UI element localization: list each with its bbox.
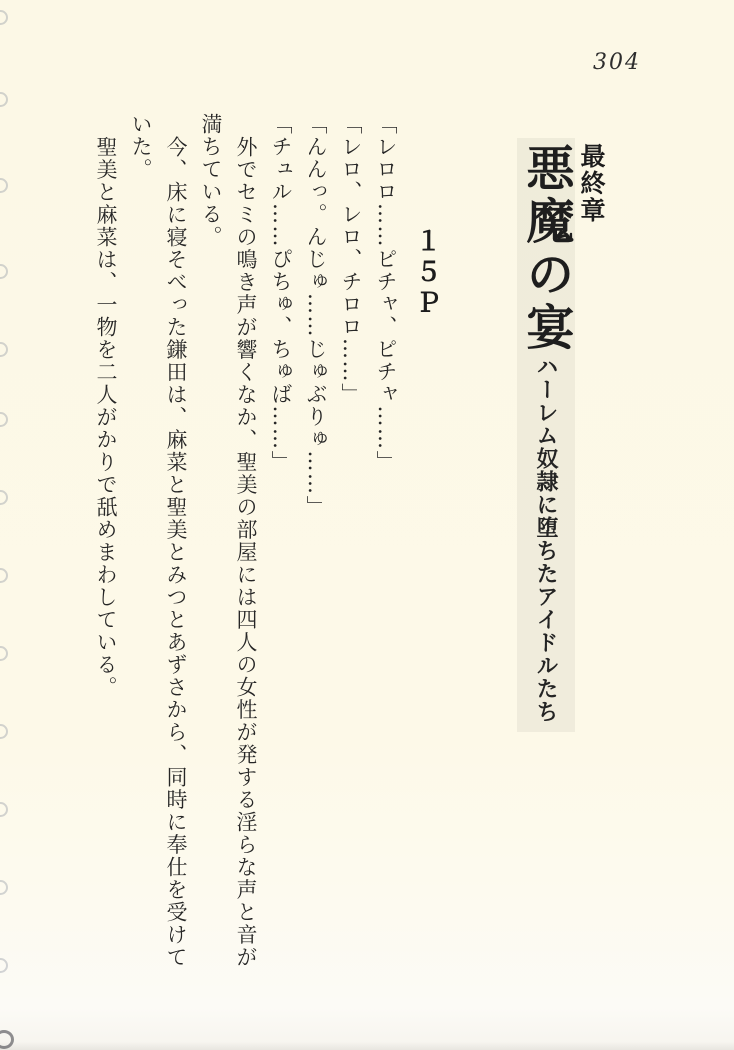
text-line: 「レロ、レロ、チロロ……」	[339, 113, 363, 406]
text-line: いた。	[129, 113, 153, 181]
body-text	[88, 113, 403, 993]
binding-hole-icon	[0, 958, 8, 973]
binding-hole-icon	[0, 10, 8, 25]
binding-hole-icon	[0, 178, 8, 193]
binding-hole-icon	[0, 264, 8, 279]
binding-hole-icon	[0, 342, 8, 357]
text-line: 聖美と麻菜は、一物を二人がかりで舐めまわしている。	[94, 136, 118, 699]
chapter-heading	[517, 143, 608, 783]
text-line: 今、床に寝そべった鎌田は、麻菜と聖美とみつとあずさから、同時に奉仕を受けて	[164, 136, 188, 969]
binding-hole-icon	[0, 724, 8, 739]
page-count-label: １５Ｐ	[411, 227, 441, 320]
binding-hole-icon	[0, 568, 8, 583]
text-line: 「んんっ。んじゅ……じゅぶりゅ……」	[304, 113, 328, 518]
text-line: 「チュル……ぴちゅ、ちゅば……」	[269, 113, 293, 473]
binding-hole-icon	[0, 646, 8, 661]
binding-hole-icon	[0, 880, 8, 895]
text-line: 「レロロ……ピチャ、ピチャ……」	[374, 113, 398, 473]
page-bottom-shadow	[0, 1042, 734, 1050]
binding-hole-icon	[0, 802, 8, 817]
text-line: 外でセミの鳴き声が響くなか、聖美の部屋には四人の女性が発する淫らな声と音が	[234, 136, 258, 969]
binding-hole-icon	[0, 490, 8, 505]
page-number: 304	[593, 50, 641, 75]
binding-hole-icon	[0, 92, 8, 107]
chapter-title: 悪魔の宴	[518, 143, 574, 355]
binding-hole-icon	[0, 412, 8, 427]
text-line: 満ちている。	[199, 113, 223, 248]
chapter-title-line	[517, 143, 575, 783]
chapter-subtitle: ハーレム奴隷に堕ちたアイドルたち	[533, 355, 559, 723]
chapter-label: 最終章	[577, 143, 606, 224]
